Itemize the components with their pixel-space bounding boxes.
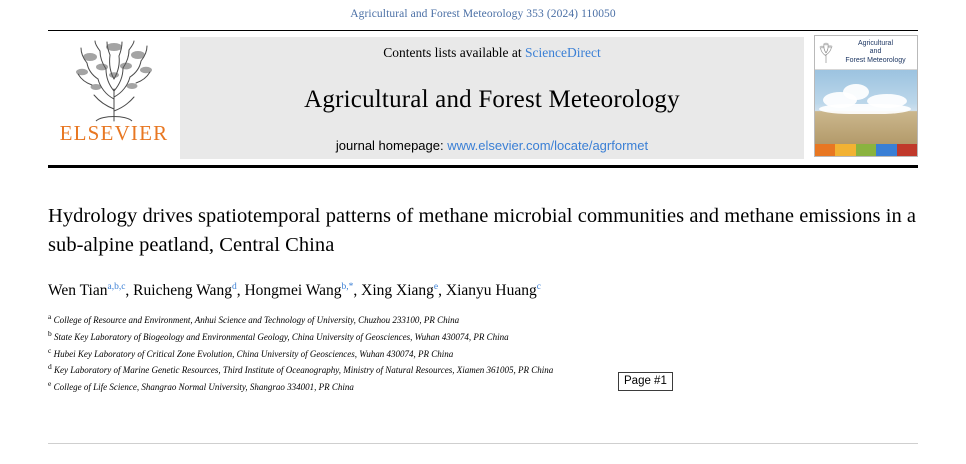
section-divider [48, 443, 918, 444]
journal-cover-thumbnail [814, 35, 918, 157]
cover-journal-title: Agricultural and Forest Meteorology [845, 40, 906, 64]
contents-available-line [383, 45, 600, 61]
contents-prefix: Contents lists available at [383, 45, 522, 60]
author-affil-marks: e [433, 282, 439, 293]
journal-title: Agricultural and Forest Meteorology [304, 85, 680, 113]
affiliation-item: $^c$ Hubei Key Laboratory of Critical Zone Evolution, China University of Geosciences, Wuhan 430074, PR China [48, 345, 454, 359]
homepage-prefix: journal homepage: [335, 138, 444, 153]
journal-homepage-link[interactable]: www.elsevier.com/locate/agrformet [447, 138, 649, 153]
author-item[interactable]: Ruicheng Wang$^d$ [133, 282, 237, 300]
affiliation-mark: a [48, 312, 52, 322]
page-title: Hydrology drives spatiotemporal patterns of methane microbial communities and methane emissions in a sub-alpine peatland, Central China [48, 205, 917, 257]
journal-masthead [48, 30, 918, 168]
elsevier-tree-logo-icon [66, 39, 162, 123]
running-head: Agricultural and Forest Meteorology 353 (2024) 110050 [350, 8, 616, 20]
affiliation-mark: e [48, 378, 52, 388]
author-list: Wen Tian$^{a,b,c}$, Ruicheng Wang$^d$, Hongmei Wang$^{b,*}$, Xing Xiang$^e$, Xianyu Huang$^c$ [48, 282, 541, 300]
author-item[interactable]: Xianyu Huang$^c$ [445, 282, 541, 300]
affiliation-mark: b [48, 328, 52, 338]
author-item[interactable]: Hongmei Wang$^{b,*}$ [244, 282, 354, 300]
publisher-block [48, 31, 180, 165]
masthead-center-panel [180, 37, 804, 159]
affiliation-item: $^b$ State Key Laboratory of Biogeology and Environmental Geology, China University of Geosciences, Wuhan 430074, PR China [48, 328, 509, 342]
cover-artwork [815, 70, 917, 144]
cover-elsevier-tree-icon [818, 42, 834, 64]
author-affil-marks: c [536, 282, 541, 293]
cover-color-strip [815, 144, 917, 156]
affiliation-mark: d [48, 362, 52, 372]
author-affil-marks: a,b,c [107, 282, 126, 293]
page-number-badge: Page #1 [618, 372, 673, 391]
affiliation-list [48, 311, 918, 394]
sciencedirect-link[interactable]: ScienceDirect [525, 45, 601, 60]
affiliation-item: $^a$ College of Resource and Environment, Anhui Science and Technology of University, Chuzhou 233100, PR China [48, 312, 460, 326]
affiliation-item: $^e$ College of Life Science, Shangrao Normal University, Shangrao 334001, PR China [48, 378, 354, 392]
affiliation-mark: c [48, 345, 52, 355]
author-affil-marks: b,* [341, 282, 354, 293]
journal-homepage-line [336, 138, 648, 153]
author-item[interactable]: Xing Xiang$^e$ [361, 282, 439, 300]
affiliation-item: $^d$ Key Laboratory of Marine Genetic Resources, Third Institute of Oceanography, Ministry of Natural Resources, Xiamen 361005, PR China [48, 362, 554, 376]
article-header [48, 202, 918, 394]
elsevier-wordmark: ELSEVIER [59, 121, 169, 145]
cover-header [815, 36, 917, 70]
author-item[interactable]: Wen Tian$^{a,b,c}$ [48, 282, 126, 300]
author-affil-marks: d [231, 282, 237, 293]
